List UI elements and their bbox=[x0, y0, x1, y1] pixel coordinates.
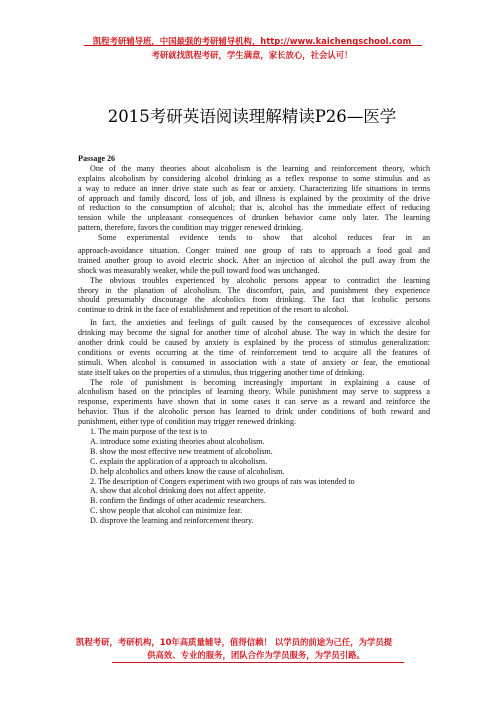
passage-line: The role of punishment is becoming increasingly important in explaining a cause of bbox=[90, 377, 430, 387]
passage-line: theory in the planation of alcoholism. The discomfort, pain, and punishment they experience bbox=[78, 285, 430, 295]
passage-body bbox=[78, 154, 430, 526]
passage-line: Some experimental evidence tends to show that alcohol reduces fear in an bbox=[98, 233, 430, 243]
passage-line: explains alcoholism by considering alcohol drinking as a reflex response to some stimulus and as bbox=[78, 173, 430, 183]
passage-line: approach-avoidance situation. Conger trained one group of rats to approach a food goal and bbox=[78, 246, 430, 256]
passage-line: should presumably discourage the alcoholics from drinking. The fact that lcoholic persons bbox=[78, 295, 430, 305]
passage-line: conditions or events occurring at the time of reinforcement tend to acquire all the features of bbox=[78, 347, 430, 357]
passage-line: response, experiments have shown that in some cases it can serve as a reward and reinforce the bbox=[78, 397, 430, 407]
passage-line: In fact, the anxieties and feelings of guilt caused by the consequences of excessive alcohol bbox=[90, 318, 430, 328]
passage-line: state itself takes on the properties of a stimulus, thus triggering another time of drinking. bbox=[78, 367, 365, 377]
passage-line: continue to drink in the face of establishment and repetition of the resort to alcohol. bbox=[78, 305, 349, 315]
answer-option: B. show the most effective new treatment of alcoholism. bbox=[90, 446, 273, 456]
footer bbox=[76, 636, 436, 662]
passage-heading: Passage 26 bbox=[78, 154, 116, 163]
answer-option: C. explain the application of a approach to alcoholism. bbox=[90, 456, 268, 466]
passage-line: One of the many theories about alcoholism is the learning and reinforcement theory, which bbox=[90, 163, 430, 173]
passage-line: alcoholism based on the principles of learning theory. While punishment may serve to suppress a bbox=[78, 387, 430, 397]
passage-line: behavior. Thus if the alcoholic person has learned to drink under conditions of both reward and bbox=[78, 407, 430, 417]
passage-line: The obvious troubles experienced by alcoholic persons appear to contradict the learning bbox=[90, 275, 430, 285]
footer-line-1: 凯程考研，考研机构，10年高质量辅导，值得信赖！ 以学员的前途为己任，为学员提 bbox=[76, 637, 393, 647]
passage-line: of approach and family discord, loss of job, and illness is explained by the proximity of the drive bbox=[78, 193, 430, 203]
answer-option: A. show that alcohol drinking does not affect appetite. bbox=[90, 486, 266, 496]
header-divider bbox=[84, 45, 422, 46]
passage-line: punishment, either type of condition may trigger renewed drinking. bbox=[78, 417, 297, 427]
question-stem: 2. The description of Congers experiment with two groups of rats was intended to bbox=[90, 476, 355, 486]
passage-line: of reduction to the consumption of alcohol; that is, alcohol has the immediate effect of reducing bbox=[78, 203, 430, 213]
answer-option: B. confirm the findings of other academic researchers. bbox=[90, 496, 266, 506]
answer-option: D. disprove the learning and reinforcement theory. bbox=[90, 516, 254, 526]
answer-option: A. introduce some existing theories about alcoholism. bbox=[90, 436, 265, 446]
answer-option: D. help alcoholics and others know the cause of alcoholism. bbox=[90, 466, 285, 476]
header-line-2: 考研就找凯程考研，学生满意，家长放心，社会认可！ bbox=[151, 50, 353, 60]
passage-line: tension while the unpleasant consequences of drunken behavior came only later. The learning bbox=[78, 213, 430, 223]
question-stem: 1. The main purpose of the text is to bbox=[90, 427, 207, 437]
page-title: 2015考研英语阅读理解精读P26—医学 bbox=[107, 107, 397, 126]
passage-line: another drink could be caused by anxiety is explained by the process of stimulus generalization: bbox=[78, 338, 430, 348]
answer-option: C. show people that alcohol can minimize fear. bbox=[90, 506, 243, 516]
passage-line: trained another group to avoid electric shock. After an injection of alcohol the pull away from the bbox=[78, 255, 430, 265]
passage-line: a way to reduce an inner drive state such as fear or anxiety. Characterizing life situations in terms bbox=[78, 183, 430, 193]
header-line-1: 凯程考研辅导班，中国最强的考研辅导机构，http://www.kaichengschool.com bbox=[92, 36, 412, 46]
passage-line: drinking may become the signal for another time of alcohol abuse. The way in which the desire for bbox=[78, 328, 430, 338]
passage-line: stimuli. When alcohol is consumed in association with a state of anxiety or fear, the emotional bbox=[78, 357, 430, 367]
passage-line: pattern, therefore, favors the condition may trigger renewed drinking. bbox=[78, 223, 303, 233]
footer-line-2: 供高效、专业的服务，团队合作为学员服务，为学员引路。 bbox=[147, 650, 365, 660]
passage-line: shock was measurably weaker, while the pull toward food was unchanged. bbox=[78, 265, 320, 275]
footer-divider bbox=[112, 662, 404, 663]
